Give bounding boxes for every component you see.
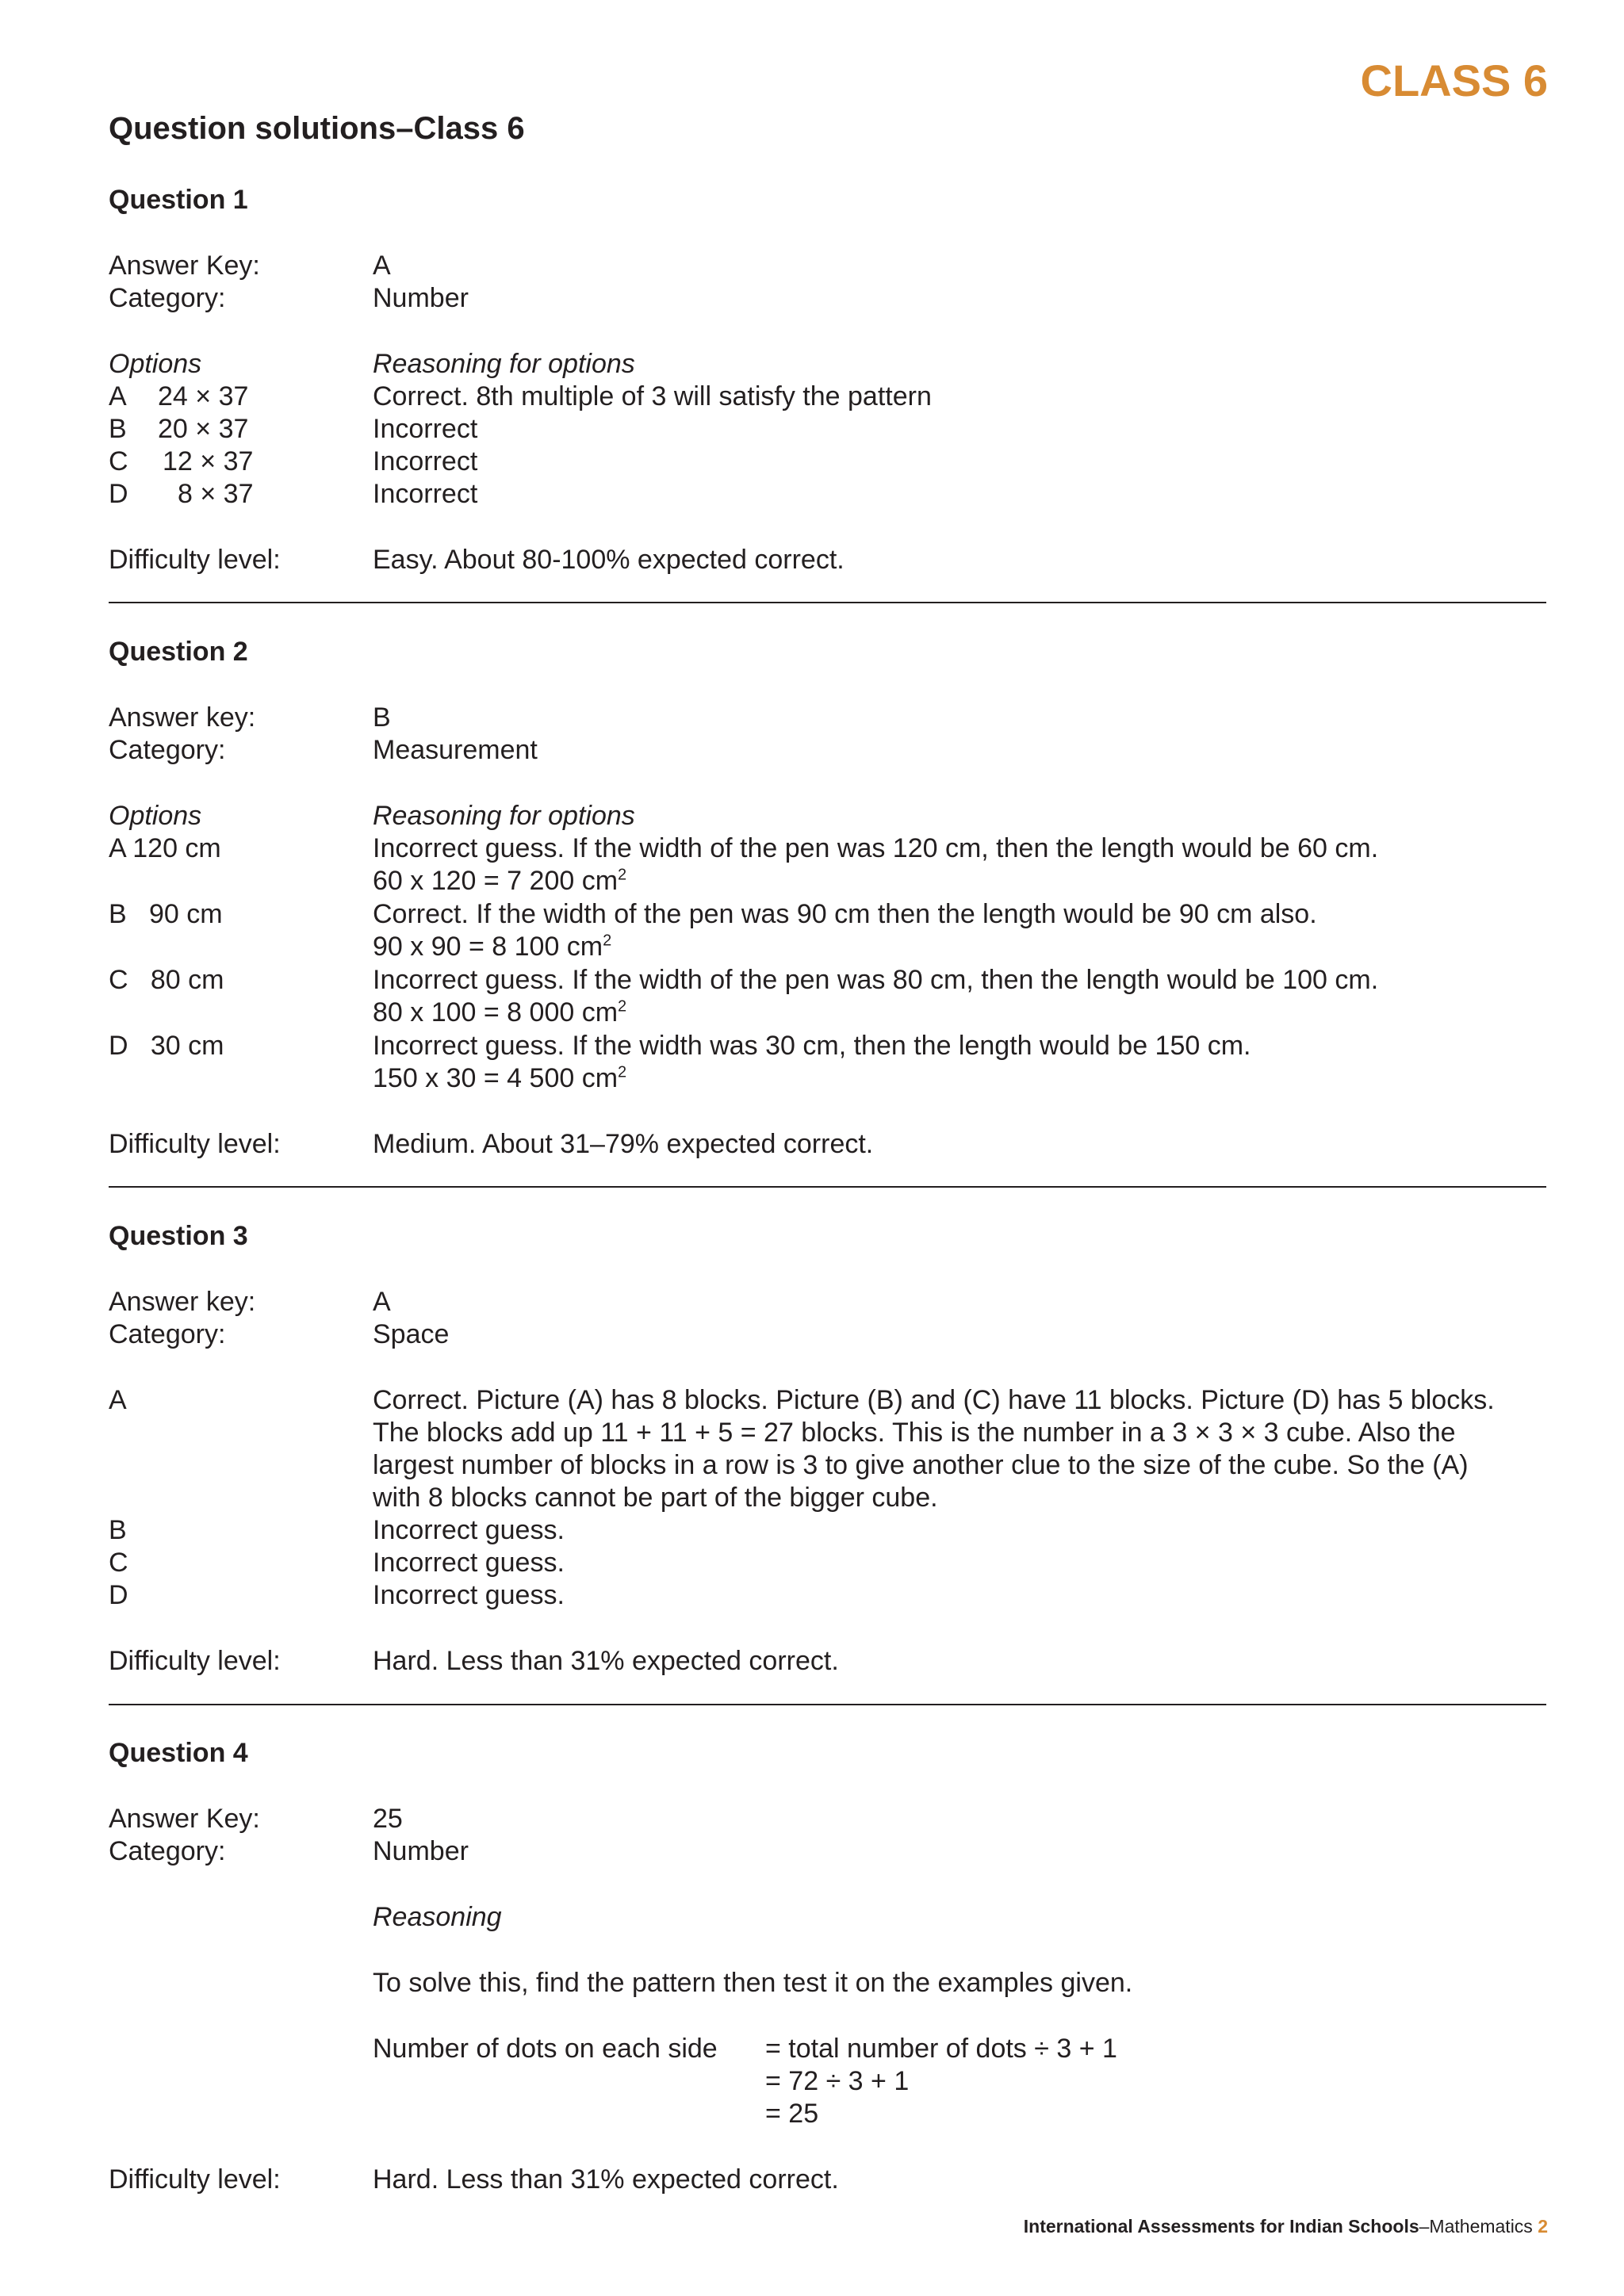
q4-answer-label: Answer Key: [109,1804,260,1834]
q1-answer-label: Answer Key: [109,251,260,281]
q3-option-a-reason-line-2: The blocks add up 11 + 11 + 5 = 27 blocks. This is the number in a 3 × 3 × 3 cube. Also the [373,1418,1456,1448]
q1-option-d-reason: Incorrect [373,479,478,509]
q3-option-a-reason-line-1: Correct. Picture (A) has 8 blocks. Picture (B) and (C) have 11 blocks. Picture (D) has 5 blocks. [373,1385,1495,1415]
q2-option-b-label: B 90 cm [109,899,223,929]
q2-options-label: Options [109,801,202,831]
q2-option-b-reason: Correct. If the width of the pen was 90 cm then the length would be 90 cm also. [373,899,1317,929]
q1-difficulty-label: Difficulty level: [109,545,281,575]
q1-option-c-value: 12 × 37 [163,446,254,476]
q2-option-b-calc: 90 x 90 = 8 100 $cm^2$ [373,932,612,962]
q3-option-b-letter: B [109,1515,127,1545]
q2-difficulty-label: Difficulty level: [109,1129,281,1159]
q3-option-a-letter: A [109,1385,127,1415]
question-1-heading: Question 1 [109,185,248,215]
q2-category-label: Category: [109,735,226,765]
q3-category-label: Category: [109,1319,226,1349]
q2-option-a-reason: Incorrect guess. If the width of the pen was 120 cm, then the length would be 60 cm. [373,833,1379,863]
q3-option-d-reason: Incorrect guess. [373,1580,565,1610]
q1-difficulty-value: Easy. About 80-100% expected correct. [373,545,845,575]
q4-equation-line-3: = 25 [765,2099,819,2129]
q1-option-d-letter: D [109,479,128,509]
q2-option-c-calc: 80 x 100 = 8 000 $cm^2$ [373,997,627,1027]
section-divider [109,602,1546,603]
q1-answer-value: A [373,251,391,281]
q2-reasoning-label: Reasoning for options [373,801,635,831]
q4-equation-label: Number of dots on each side [373,2034,718,2064]
q1-reasoning-label: Reasoning for options [373,349,635,379]
q4-equation-line-2: = 72 ÷ 3 + 1 [765,2066,910,2096]
q3-answer-value: A [373,1287,391,1317]
q2-option-d-label: D 30 cm [109,1031,224,1061]
class-tag: CLASS 6 [1360,55,1548,105]
q2-category-value: Measurement [373,735,538,765]
page-footer [1024,2215,1548,2237]
page-title: Question solutions–Class 6 [109,111,525,146]
section-divider [109,1704,1546,1705]
q4-difficulty-value: Hard. Less than 31% expected correct. [373,2164,839,2195]
q4-category-value: Number [373,1836,469,1866]
q2-difficulty-value: Medium. About 31–79% expected correct. [373,1129,874,1159]
q1-option-b-reason: Incorrect [373,414,478,444]
q1-option-c-reason: Incorrect [373,446,478,476]
q3-answer-label: Answer key: [109,1287,256,1317]
q1-options-label: Options [109,349,202,379]
q4-difficulty-label: Difficulty level: [109,2164,281,2195]
q3-option-a-reason-line-4: with 8 blocks cannot be part of the bigger cube. [373,1483,938,1513]
q3-difficulty-value: Hard. Less than 31% expected correct. [373,1646,839,1676]
q3-category-value: Space [373,1319,450,1349]
q2-option-d-calc: 150 x 30 = 4 500 $cm^2$ [373,1063,627,1093]
q1-option-a-reason: Correct. 8th multiple of 3 will satisfy the pattern [373,381,932,411]
q1-option-b-value: 20 × 37 [158,414,249,444]
q4-category-label: Category: [109,1836,226,1866]
q3-difficulty-label: Difficulty level: [109,1646,281,1676]
question-2-heading: Question 2 [109,637,248,667]
q3-option-d-letter: D [109,1580,128,1610]
q1-option-a-value: 24 × 37 [158,381,249,411]
q2-option-d-reason: Incorrect guess. If the width was 30 cm, then the length would be 150 cm. [373,1031,1251,1061]
q1-option-c-letter: C [109,446,128,476]
q3-option-c-letter: C [109,1548,128,1578]
q3-option-b-reason: Incorrect guess. [373,1515,565,1545]
q2-answer-label: Answer key: [109,702,256,733]
q4-reasoning-label: Reasoning [373,1902,502,1932]
q2-option-c-reason: Incorrect guess. If the width of the pen was 80 cm, then the length would be 100 cm. [373,965,1379,995]
q3-option-a-reason-line-3: largest number of blocks in a row is 3 to give another clue to the size of the cube. So the (A) [373,1450,1469,1480]
question-3-heading: Question 3 [109,1221,248,1251]
section-divider [109,1186,1546,1188]
question-4-heading: Question 4 [109,1738,248,1768]
q1-category-value: Number [373,283,469,313]
q2-answer-value: B [373,702,391,733]
page-number: 2 [1538,2216,1548,2237]
q1-option-d-value: 8 × 37 [178,479,254,509]
q2-option-a-label: A 120 cm [109,833,221,863]
q4-equation-line-1: = total number of dots ÷ 3 + 1 [765,2034,1117,2064]
q1-category-label: Category: [109,283,226,313]
q1-option-b-letter: B [109,414,127,444]
q2-option-a-calc: 60 x 120 = 7 200 $cm^2$ [373,866,627,896]
footer-publisher: International Assessments for Indian Schools [1023,2216,1419,2237]
q2-option-c-label: C 80 cm [109,965,224,995]
q4-intro-text: To solve this, find the pattern then test it on the examples given. [373,1968,1133,1998]
q3-option-c-reason: Incorrect guess. [373,1548,565,1578]
q1-option-a-letter: A [109,381,127,411]
q4-answer-value: 25 [373,1804,403,1834]
footer-subject: –Mathematics [1419,2216,1533,2237]
